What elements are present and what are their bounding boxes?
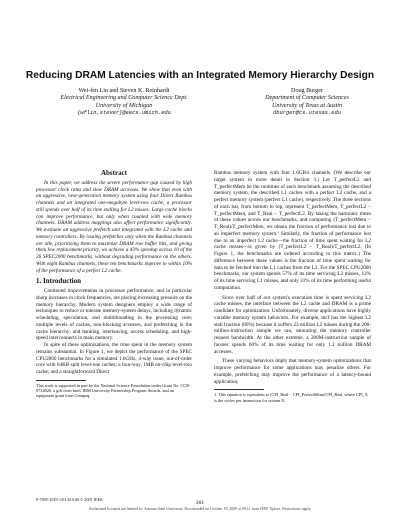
body-paragraph: These varying behaviors imply that memory-system optimizations that improve performance for some applications may penalize others. For example, prefetching may improve the performance of a latency-bound application,: [214, 358, 371, 385]
equation-footnote: 1. This equation is equivalent to (CPI_Real − CPI_PerfectMem)/CPI_Real, where CPI_X is the cycles per instruction for system X.: [214, 392, 368, 403]
author-institution: University of Michigan: [95, 102, 153, 109]
author-names: Doug Burger: [291, 88, 323, 94]
download-notice: Authorized licensed use limited to: Arizona State University. Downloaded on October 19, 2009 at 09:11 from IEEE Xplore. Restrictions apply.: [88, 507, 312, 511]
intro-paragraph: In spite of these optimizations, the time spent in the memory system remains substantial. In Figure 1, we depict the performance of the SPEC CPU2000 benchmarks for a simulated 1.6GHz, 4-way issue, out-of-order core with 64KB split level-one caches; a four-way, 1MB on-chip level-two cache; and a straightforward Direct: [36, 342, 192, 375]
copyright-line: 0-7695-1019-1/01 $10.00 © 2001 IEEE: [36, 497, 103, 502]
left-column: [36, 170, 192, 399]
author-block-michigan: [14, 88, 234, 118]
funding-footnote: This work is supported in part by the National Science Foundation under Grant No. CCR-9734026, a gift from Intel, IBM University Partnership Program Awards, and an equipment grant from Compaq.: [36, 382, 191, 399]
body-paragraph: Rambus memory system with four 1.6GB/s channels. (We describe our target system in more detail in Section 3.) Let T_perfectL2 and T_perfectMem be the runtimes of each benchmark assuming the described memory system, the described L1 caches with a perfect L2 cache, and a perfect memory system (perfect L1 cache), respectively. The three sections of each bar, from bottom to top, represent T_perfectMem, T_perfectL2 − T_perfectMem, and T_Real − T_perfectL2. By taking the harmonic mean of these values across our benchmarks, and computing (T_perfectMem − T_Real)/T_perfectMem, we obtain the fraction of performance lost due to an imperfect memory system.¹ Similarly, the fraction of performance lost due to an imperfect L2 cache—the fraction of time spent waiting for L2 cache misses—is given by (T_perfectL2 − T_Real)/T_perfectL2. (In Figure 1, the benchmarks are ordered according to this metric.) The difference between these values is the fraction of time spent waiting for data to be fetched into the L1 caches from the L2. For the SPEC CPU2000 benchmarks, our system spends 57% of its time servicing L2 misses, 12% of its time servicing L1 misses, and only 31% of its time performing useful computation.: [214, 170, 371, 291]
author-names: Wei-fen Lin and Steven K. Reinhardt: [78, 88, 170, 94]
page-number: 301: [195, 500, 205, 506]
paper-title: Reducing DRAM Latencies with an Integrated Memory Hierarchy Design: [25, 70, 375, 81]
intro-heading: 1. Introduction: [36, 277, 81, 286]
body-paragraph: Since over half of our system's execution time is spent servicing L2 cache misses, the interface between the L2 cache and DRAM is a prime candidate for optimization. Unfortunately, diverse applications have highly variable memory system behaviors. For example, mcf has the highest L2 stall fraction (80%) because it suffers 23 million L2 misses during the 200-million-instruction sample we ran, saturating the memory controller request bandwidth. At the other extreme, a 200M-instruction sample of facerec spends 60% of its time waiting for only 1.2 million DRAM accesses.: [214, 294, 371, 355]
author-institution: University of Texas at Austin: [271, 102, 343, 109]
author-affiliation: Electrical Engineering and Computer Science Dept.: [60, 95, 188, 102]
author-email: dburger@cs.utexas.edu: [273, 110, 341, 117]
author-email: {wflin,stever}@eecs.umich.edu: [77, 110, 171, 117]
footnote-divider: [36, 380, 86, 381]
author-affiliation: Department of Computer Sciences: [265, 95, 349, 102]
author-block-texas: [232, 88, 382, 118]
footnote-divider: [214, 389, 264, 390]
abstract-heading: Abstract: [100, 169, 128, 177]
abstract-text: In this paper, we address the severe performance gap caused by high processor clock rates and slow DRAM accesses. We show that even with an aggressive, next-generation memory system using four Direct Rambus channels and an integrated one-megabyte level-two cache, a processor still spends over half of its time stalling for L2 misses. Large cache blocks can improve performance, but only when coupled with wide memory channels. DRAM address mappings also affect performance significantly. We evaluate an aggressive prefetch unit integrated with the L2 cache and memory controllers. By issuing prefetches only when the Rambus channels are idle, prioritizing them to maximize DRAM row buffer hits, and giving them low replacement priority, we achieve a 43% speedup across 10 of the 26 SPEC2000 benchmarks, without degrading performance on the others. With eight Rambus channels, these ten benchmarks improve to within 10% of the performance of a perfect L2 cache.: [36, 179, 192, 274]
intro-paragraph: Continued improvements in processor performance, and in particular sharp increases in clock frequencies, are placing increasing pressure on the memory hierarchy. Modern system designers employ a wide range of techniques to reduce or tolerate memory-system delays, including dynamic scheduling, speculation, and multithreading in the processing core; multiple levels of caches, non-blocking accesses, and prefetching in the cache hierarchy; and banking, interleaving, access scheduling, and high-speed interconnects in main memory.: [36, 288, 192, 342]
right-column: [214, 170, 371, 403]
